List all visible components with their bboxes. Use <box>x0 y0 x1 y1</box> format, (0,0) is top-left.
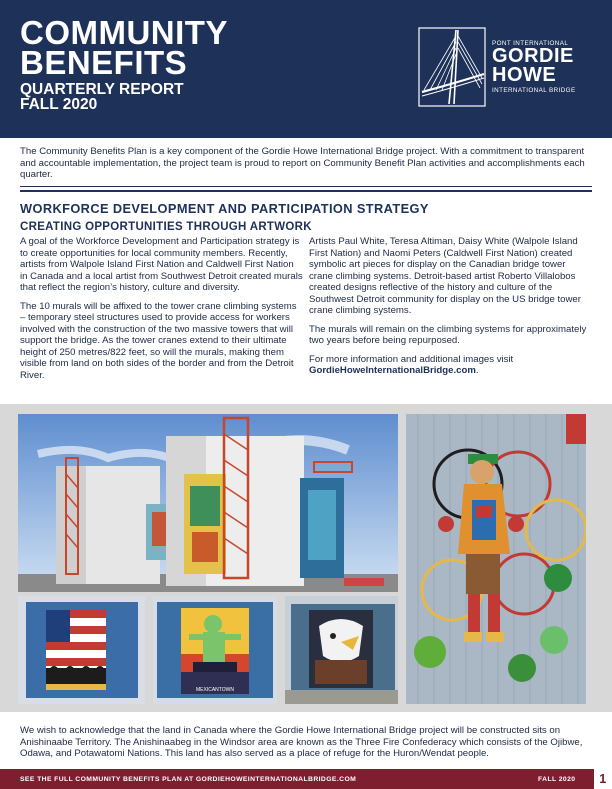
mural-flag-image <box>18 596 145 704</box>
subtitle-line-2: FALL 2020 <box>20 96 98 113</box>
report-title <box>20 14 228 81</box>
photo-climbing-systems <box>18 414 398 592</box>
dancer-mural-image <box>406 414 586 704</box>
more-info-text: For more information and additional images visit <box>309 353 514 365</box>
footer-link-text[interactable]: SEE THE FULL COMMUNITY BENEFITS PLAN AT GORDIEHOWEINTERNATIONALBRIDGE.COM <box>20 776 357 783</box>
photo-mural-figure <box>153 596 277 704</box>
right-paragraph-3 <box>309 354 592 377</box>
report-header <box>0 0 612 138</box>
subtitle-line-1: QUARTERLY REPORT <box>20 81 184 98</box>
page-number: 1 <box>592 769 612 789</box>
footer <box>0 769 612 789</box>
link-period: . <box>475 365 479 376</box>
photo-band <box>0 404 612 712</box>
bridge-tower-icon <box>418 26 488 110</box>
gordie-howe-logo <box>418 26 590 110</box>
title-line-2: BENEFITS <box>20 44 188 81</box>
mural-caption: MEXICANTOWN <box>196 687 234 693</box>
mural-figure-image <box>153 596 277 704</box>
photo-mural-eagle <box>285 596 398 704</box>
report-subtitle <box>20 82 184 112</box>
right-paragraph-1: Artists Paul White, Teresa Altiman, Daisy White (Walpole Island First Nation) and Naomi Peters (Caldwell First Nation) created symbolic art pieces for display on the Canadian bridge tower crane climbing systems. Detroit-based artist Roberto Villalobos created designs reflective of the history and culture of the Southwest Detroit community for display on the US bridge tower crane climbing systems. <box>309 236 581 316</box>
logo-pont-international: PONT INTERNATIONAL <box>492 40 569 47</box>
section-title: WORKFORCE DEVELOPMENT AND PARTICIPATION STRATEGY <box>20 201 429 216</box>
right-column <box>309 236 592 384</box>
climbing-systems-image <box>18 414 398 592</box>
left-column <box>20 236 303 388</box>
title-line-1: COMMUNITY <box>20 14 228 51</box>
logo-gordie: GORDIE <box>492 45 574 67</box>
left-paragraph-2: The 10 murals will be affixed to the tower crane climbing systems – temporary steel structures used to provide access for workers involved with the construction of the two massive towers that will support the bridge. As the tower cranes extend to their ultimate height of 250 metres/822 feet, so will the murals, making them visible from land on both sides of the border and from the Detroit River. <box>20 300 297 381</box>
left-paragraph-1: A goal of the Workforce Development and Participation strategy is to create opportunities for local community members. Recently, artists from Walpole Island First Nation and Caldwell First Nation in Canada and a local artist from Southwest Detroit created murals that reflect the region’s history, culture and diversity. <box>20 236 303 293</box>
section-subtitle: CREATING OPPORTUNITIES THROUGH ARTWORK <box>20 221 312 233</box>
intro-paragraph: The Community Benefits Plan is a key component of the Gordie Howe International Bridge project. With a commitment to transparent and accountable implementation, the project team is proud to report on Community Benefit Plan activities and accomplishments each quarter. <box>20 146 585 181</box>
land-acknowledgement: We wish to acknowledge that the land in Canada where the Gordie Howe International Bridge project will be constructed sits on Anishinaabe Territory. The Anishinaabeg in the Windsor area are known as the Three Fire Confederacy which consists of the Ojibwe, Odawa, and Potawatomi Nations. This land has also served as a place of refuge for the Huron/Wendat people. <box>20 725 583 760</box>
right-paragraph-2: The murals will remain on the climbing systems for approximately two years before being repurposed. <box>309 323 587 346</box>
mural-eagle-image <box>285 596 398 704</box>
logo-howe: HOWE <box>492 64 557 86</box>
photo-mural-flag <box>18 596 145 704</box>
photo-dancer-mural <box>406 414 586 704</box>
logo-wordmark <box>492 40 592 94</box>
divider <box>20 190 592 192</box>
logo-international-bridge: INTERNATIONAL BRIDGE <box>492 87 576 94</box>
footer-edition: FALL 2020 <box>538 776 576 783</box>
divider-top <box>20 186 592 187</box>
website-link[interactable]: GordieHoweInternationalBridge.com <box>309 365 476 376</box>
